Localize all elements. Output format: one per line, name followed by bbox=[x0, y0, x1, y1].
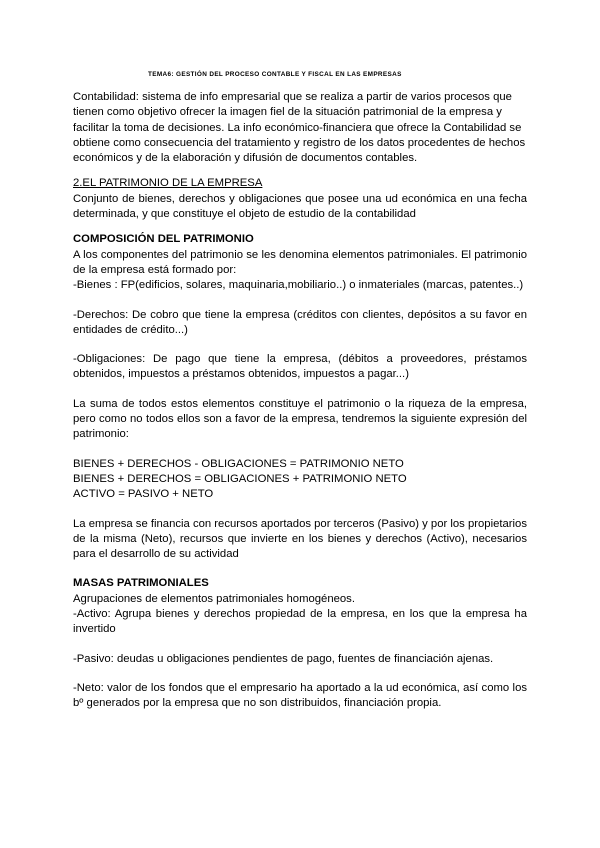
composicion-title: COMPOSICIÓN DEL PATRIMONIO bbox=[73, 233, 254, 246]
section-2-text: Conjunto de bienes, derechos y obligaciones que posee una ud económica en una fecha determinada, y que constituye el objeto de estudio de la contabilidad bbox=[73, 192, 527, 221]
equation-3: ACTIVO = PASIVO + NETO bbox=[73, 488, 214, 501]
masas-title: MASAS PATRIMONIALES bbox=[73, 577, 209, 590]
financia-paragraph: La empresa se financia con recursos aportados por terceros (Pasivo) y por los propietarios de la misma (Neto), recursos que invierte en los bienes y derechos (Activo), necesarios para el desarrollo de su actividad bbox=[73, 517, 527, 561]
derechos-item: -Derechos: De cobro que tiene la empresa (créditos con clientes, depósitos a su favor en entidades de crédito...) bbox=[73, 308, 527, 336]
page-header: TEMA6: GESTIÓN DEL PROCESO CONTABLE Y FISCAL EN LAS EMPRESAS bbox=[148, 71, 402, 78]
pasivo-item: -Pasivo: deudas u obligaciones pendientes de pago, fuentes de financiación ajenas. bbox=[73, 652, 494, 665]
obligaciones-item: -Obligaciones: De pago que tiene la empresa, (débitos a proveedores, préstamos obtenidos, impuestos a préstamos obtenidos, impuestos a pagar...) bbox=[73, 353, 527, 381]
activo-item: -Activo: Agrupa bienes y derechos propiedad de la empresa, en los que la empresa ha invertido bbox=[73, 608, 527, 636]
bienes-item: -Bienes : FP(edificios, solares, maquinaria,mobiliario..) o inmateriales (marcas, patentes..) bbox=[73, 279, 524, 292]
masas-text: Agrupaciones de elementos patrimoniales homogéneos. bbox=[73, 592, 355, 605]
composicion-text: A los componentes del patrimonio se les denomina elementos patrimoniales. El patrimonio de la empresa está formado por: bbox=[73, 248, 527, 276]
document-body bbox=[73, 90, 527, 712]
equation-2: BIENES + DERECHOS = OBLIGACIONES + PATRIMONIO NETO bbox=[73, 472, 407, 485]
section-2-title: 2.EL PATRIMONIO DE LA EMPRESA bbox=[73, 177, 263, 190]
equation-1: BIENES + DERECHOS - OBLIGACIONES = PATRIMONIO NETO bbox=[73, 457, 404, 470]
intro-paragraph: Contabilidad: sistema de info empresarial que se realiza a partir de varios procesos que tienen como objetivo ofrecer la imagen fiel de la situación patrimonial de la empresa y facilitar la toma de decisiones. La info económico-financiera que ofrece la Contabilidad se obtiene como consecuencia del tratamiento y registro de los datos procedentes de hechos económicos y de la elaboración y difusión de documentos contables. bbox=[73, 91, 526, 165]
suma-paragraph: La suma de todos estos elementos constituye el patrimonio o la riqueza de la empresa, pero como no todos ellos son a favor de la empresa, tendremos la siguiente expresión del patrimonio: bbox=[73, 397, 527, 441]
neto-item: -Neto: valor de los fondos que el empresario ha aportado a la ud económica, así como los bº generados por la empresa que no son distribuidos, financiación propia. bbox=[73, 681, 527, 710]
